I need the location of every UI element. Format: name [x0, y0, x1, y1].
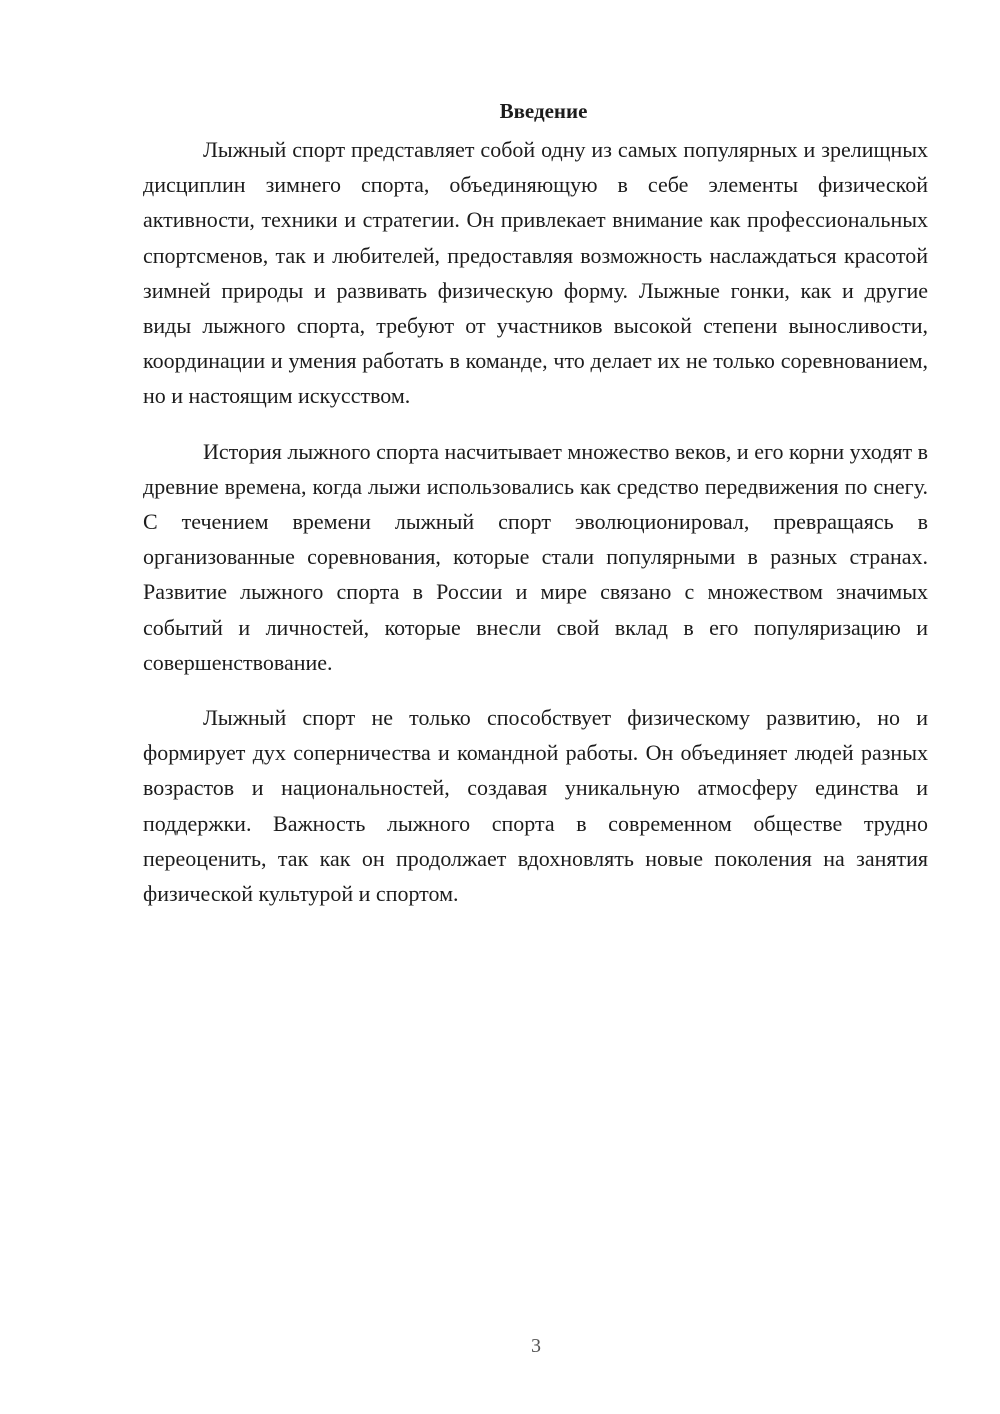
section-title: Введение: [499, 99, 588, 123]
paragraph-3: Лыжный спорт не только способствует физическому развитию, но и формирует дух соперничества и командной работы. Он объединяет людей разных возрастов и национальностей, создавая уникальную атмосферу единства и поддержки. Важность лыжного спорта в современном обществе трудно переоценить, так как он продолжает вдохновлять новые поколения на занятия физической культурой и спортом.: [143, 705, 928, 907]
page-content: [143, 96, 928, 931]
page-number: 3: [531, 1335, 541, 1357]
paragraph-2: История лыжного спорта насчитывает множество веков, и его корни уходят в древние времена, когда лыжи использовались как средство передвижения по снегу. С течением времени лыжный спорт эволюционировал, превращаясь в организованные соревнования, которые стали популярными в разных странах. Развитие лыжного спорта в России и мире связано с множеством значимых событий и личностей, которые внесли свой вклад в его популяризацию и совершенствование.: [143, 438, 928, 675]
paragraph-1: Лыжный спорт представляет собой одну из самых популярных и зрелищных дисциплин зимнего спорта, объединяющую в себе элементы физической активности, техники и стратегии. Он привлекает внимание как профессиональных спортсменов, так и любителей, предоставляя возможность наслаждаться красотой зимней природы и развивать физическую форму. Лыжные гонки, как и другие виды лыжного спорта, требуют от участников высокой степени выносливости, координации и умения работать в команде, что делает их не только соревнованием, но и настоящим искусством.: [143, 137, 928, 409]
